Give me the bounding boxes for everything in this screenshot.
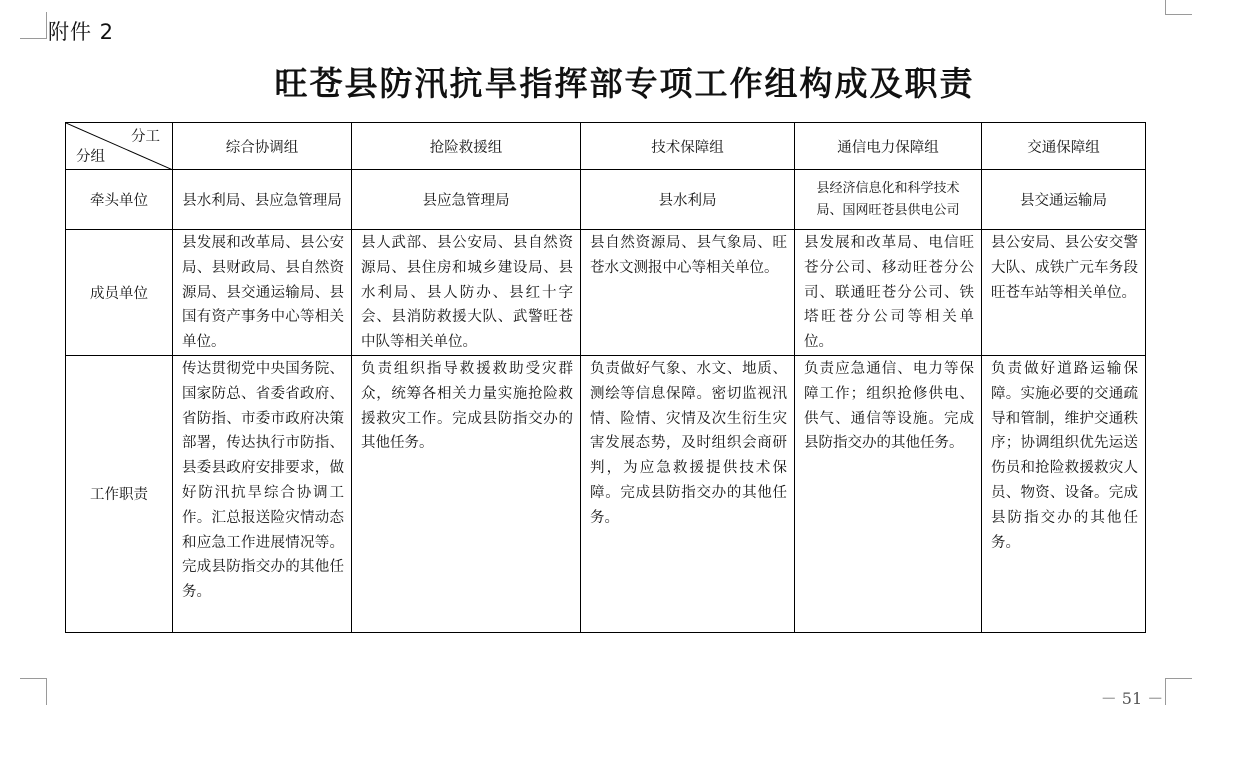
row-label: 牵头单位 — [66, 170, 173, 230]
crop-mark-bottom-right — [1165, 678, 1192, 705]
work-group-table — [65, 122, 1146, 633]
crop-mark-top-left — [20, 12, 47, 39]
page-number: － 51 － — [1100, 689, 1164, 708]
column-header: 通信电力保障组 — [795, 123, 982, 170]
row-label: 工作职责 — [66, 355, 173, 632]
attachment-label: 附件 2 — [48, 20, 115, 44]
page-title: 旺苍县防汛抗旱指挥部专项工作组构成及职责 — [274, 64, 975, 103]
table-cell: 县发展和改革局、电信旺苍分公司、移动旺苍分公司、联通旺苍分公司、铁塔旺苍分公司等相关单位。 — [795, 230, 982, 356]
table-cell: 负责做好道路运输保障。实施必要的交通疏导和管制，维护交通秩序；协调组织优先运送伤员和抢险救援救灾人员、物资、设备。完成县防指交办的其他任务。 — [982, 355, 1146, 632]
table-cell: 县发展和改革局、县公安局、县财政局、县自然资源局、县交通运输局、县国有资产事务中心等相关单位。 — [173, 230, 352, 356]
division-label: 分工 — [131, 129, 160, 145]
table-cell: 县公安局、县公安交警大队、成铁广元车务段旺苍车站等相关单位。 — [982, 230, 1146, 356]
table-cell: 县交通运输局 — [982, 170, 1146, 230]
table-cell: 县应急管理局 — [352, 170, 581, 230]
table-row — [66, 230, 1146, 356]
table-row — [66, 355, 1146, 632]
column-header: 抢险救援组 — [352, 123, 581, 170]
column-header: 交通保障组 — [982, 123, 1146, 170]
table-cell: 县经济信息化和科学技术局、国网旺苍县供电公司 — [795, 170, 982, 230]
column-header: 技术保障组 — [581, 123, 795, 170]
table-cell: 负责应急通信、电力等保障工作；组织抢修供电、供气、通信等设施。完成县防指交办的其他任务。 — [795, 355, 982, 632]
table-cell: 负责做好气象、水文、地质、测绘等信息保障。密切监视汛情、险情、灾情及次生衍生灾害发展态势，及时组织会商研判，为应急救援提供技术保障。完成县防指交办的其他任务。 — [581, 355, 795, 632]
table-cell: 县自然资源局、县气象局、旺苍水文测报中心等相关单位。 — [581, 230, 795, 356]
table-row — [66, 170, 1146, 230]
table-cell: 县水利局、县应急管理局 — [173, 170, 352, 230]
row-label: 成员单位 — [66, 230, 173, 356]
crop-mark-top-right — [1165, 0, 1192, 15]
table-cell: 县人武部、县公安局、县自然资源局、县住房和城乡建设局、县水利局、县人防办、县红十字会、县消防救援大队、武警旺苍中队等相关单位。 — [352, 230, 581, 356]
diagonal-header-cell — [66, 123, 173, 170]
group-label: 分组 — [76, 149, 105, 165]
table-cell: 县水利局 — [581, 170, 795, 230]
table-cell: 负责组织指导救援救助受灾群众，统筹各相关力量实施抢险救援救灾工作。完成县防指交办的其他任务。 — [352, 355, 581, 632]
table-cell: 传达贯彻党中央国务院、国家防总、省委省政府、省防指、市委市政府决策部署，传达执行市防指、县委县政府安排要求，做好防汛抗旱综合协调工作。汇总报送险灾情动态和应急工作进展情况等。完成县防指交办的其他任务。 — [173, 355, 352, 632]
table-header-row — [66, 123, 1146, 170]
column-header: 综合协调组 — [173, 123, 352, 170]
crop-mark-bottom-left — [20, 678, 47, 705]
